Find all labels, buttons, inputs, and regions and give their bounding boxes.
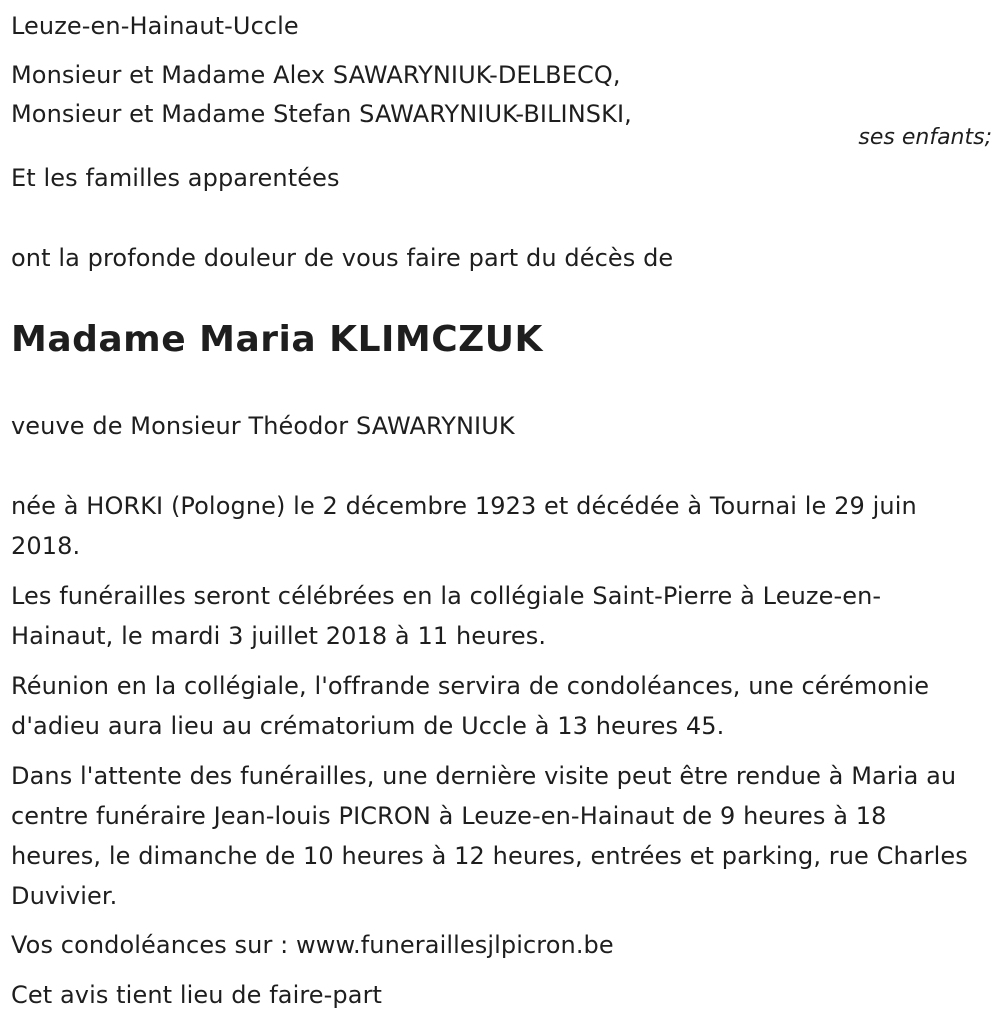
widow-of-line: veuve de Monsieur Théodor SAWARYNIUK: [11, 412, 515, 440]
relatives-line: Et les familles apparentées: [11, 164, 340, 192]
location-line: Leuze-en-Hainaut-Uccle: [11, 12, 299, 40]
children-note: ses enfants;: [858, 125, 992, 150]
deceased-name: Madame Maria KLIMCZUK: [11, 319, 543, 360]
announcement-line: ont la profonde douleur de vous faire part du décès de: [11, 244, 674, 272]
birth-death-paragraph: née à HORKI (Pologne) le 2 décembre 1923 et décédée à Tournai le 29 juin 2018.: [11, 492, 917, 560]
visit-paragraph: Dans l'attente des funérailles, une dernière visite peut être rendue à Maria au centre funéraire Jean-louis PICRON à Leuze-en-Hainaut de 9 heures à 18 heures, le dimanche de 10 heures à 12 heures, entrées et parking, rue Charles Duvivier.: [11, 762, 968, 910]
child-line: Monsieur et Madame Stefan SAWARYNIUK-BILINSKI,: [11, 100, 632, 128]
closing-line: Cet avis tient lieu de faire-part: [11, 981, 383, 1009]
reunion-paragraph: Réunion en la collégiale, l'offrande servira de condoléances, une cérémonie d'adieu aura lieu au crématorium de Uccle à 13 heures 45.: [11, 672, 930, 740]
funeral-paragraph: Les funérailles seront célébrées en la collégiale Saint-Pierre à Leuze-en-Hainaut, le mardi 3 juillet 2018 à 11 heures.: [11, 582, 882, 650]
condolences-line: Vos condoléances sur : www.funeraillesjlpicron.be: [11, 931, 614, 959]
child-line: Monsieur et Madame Alex SAWARYNIUK-DELBECQ,: [11, 61, 621, 89]
